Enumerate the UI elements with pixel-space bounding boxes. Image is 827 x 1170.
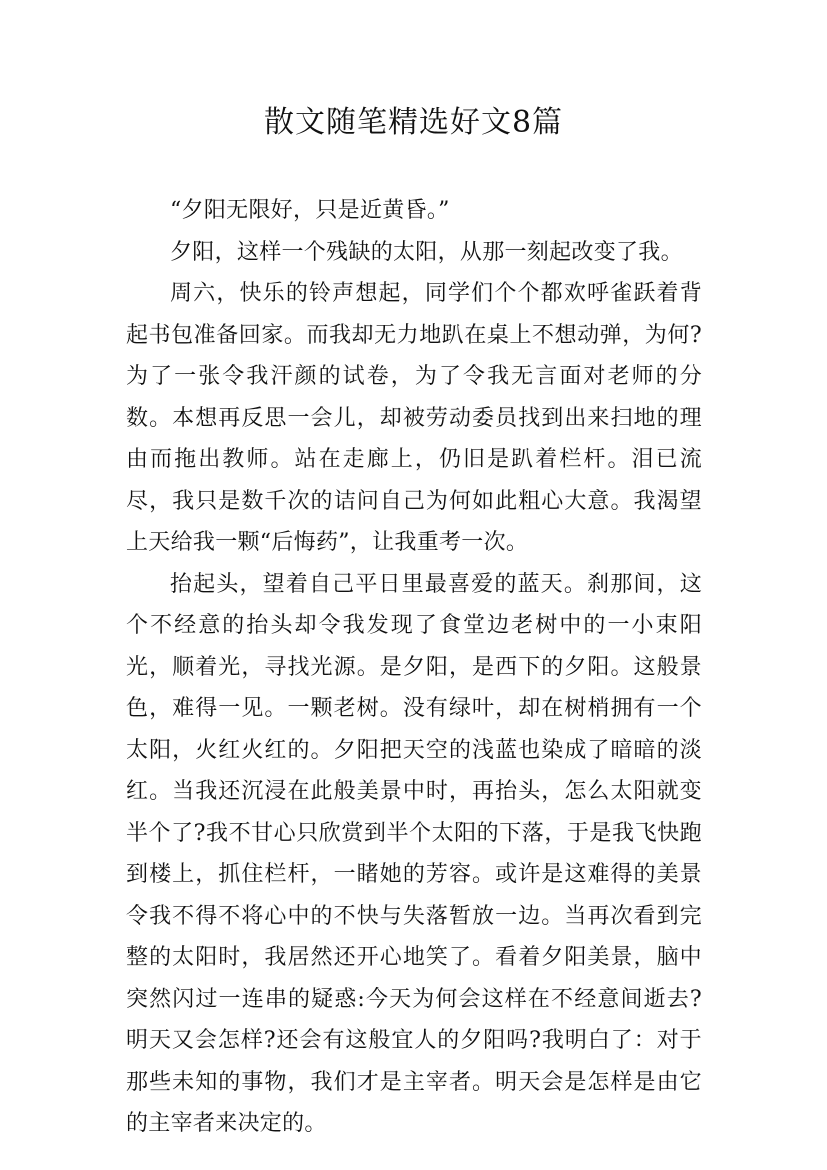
paragraph-saturday: 周六，快乐的铃声想起，同学们个个都欢呼雀跃着背起书包准备回家。而我却无力地趴在桌上不想动弹，为何?为了一张令我汗颜的试卷，为了令我无言面对老师的分数。本想再反思一会儿，却被劳动委员找到出来扫地的理由而拖出教师。站在走廊上，仍旧是趴着栏杆。泪已流尽，我只是数千次的诘问自己为何如此粗心大意。我渴望上天给我一颗“后悔药”，让我重考一次。 — [126, 281, 702, 555]
paragraph-intro: 夕阳，这样一个残缺的太阳，从那一刻起改变了我。 — [170, 239, 683, 265]
document-body — [126, 190, 702, 1145]
paragraph-quote: “夕阳无限好，只是近黄昏。” — [170, 198, 450, 223]
paragraph-sunset: 抬起头，望着自己平日里最喜爱的蓝天。刹那间，这个不经意的抬头却令我发现了食堂边老树中的一小束阳光，顺着光，寻找光源。是夕阳，是西下的夕阳。这般景色，难得一见。一颗老树。没有绿叶，却在树梢拥有一个太阳，火红火红的。夕阳把天空的浅蓝也染成了暗暗的淡红。当我还沉浸在此般美景中时，再抬头，怎么太阳就变半个了?我不甘心只欣赏到半个太阳的下落，于是我飞快跑到楼上，抓住栏杆，一睹她的芳容。或许是这难得的美景令我不得不将心中的不快与失落暂放一边。当再次看到完整的太阳时，我居然还开心地笑了。看着夕阳美景，脑中突然闪过一连串的疑惑:今天为何会这样在不经意间逝去?明天又会怎样?还会有这般宜人的夕阳吗?我明白了：对于那些未知的事物，我们才是主宰者。明天会是怎样是由它的主宰者来决定的。 — [126, 571, 702, 1136]
document-title: 散文随笔精选好文8篇 — [263, 105, 564, 140]
